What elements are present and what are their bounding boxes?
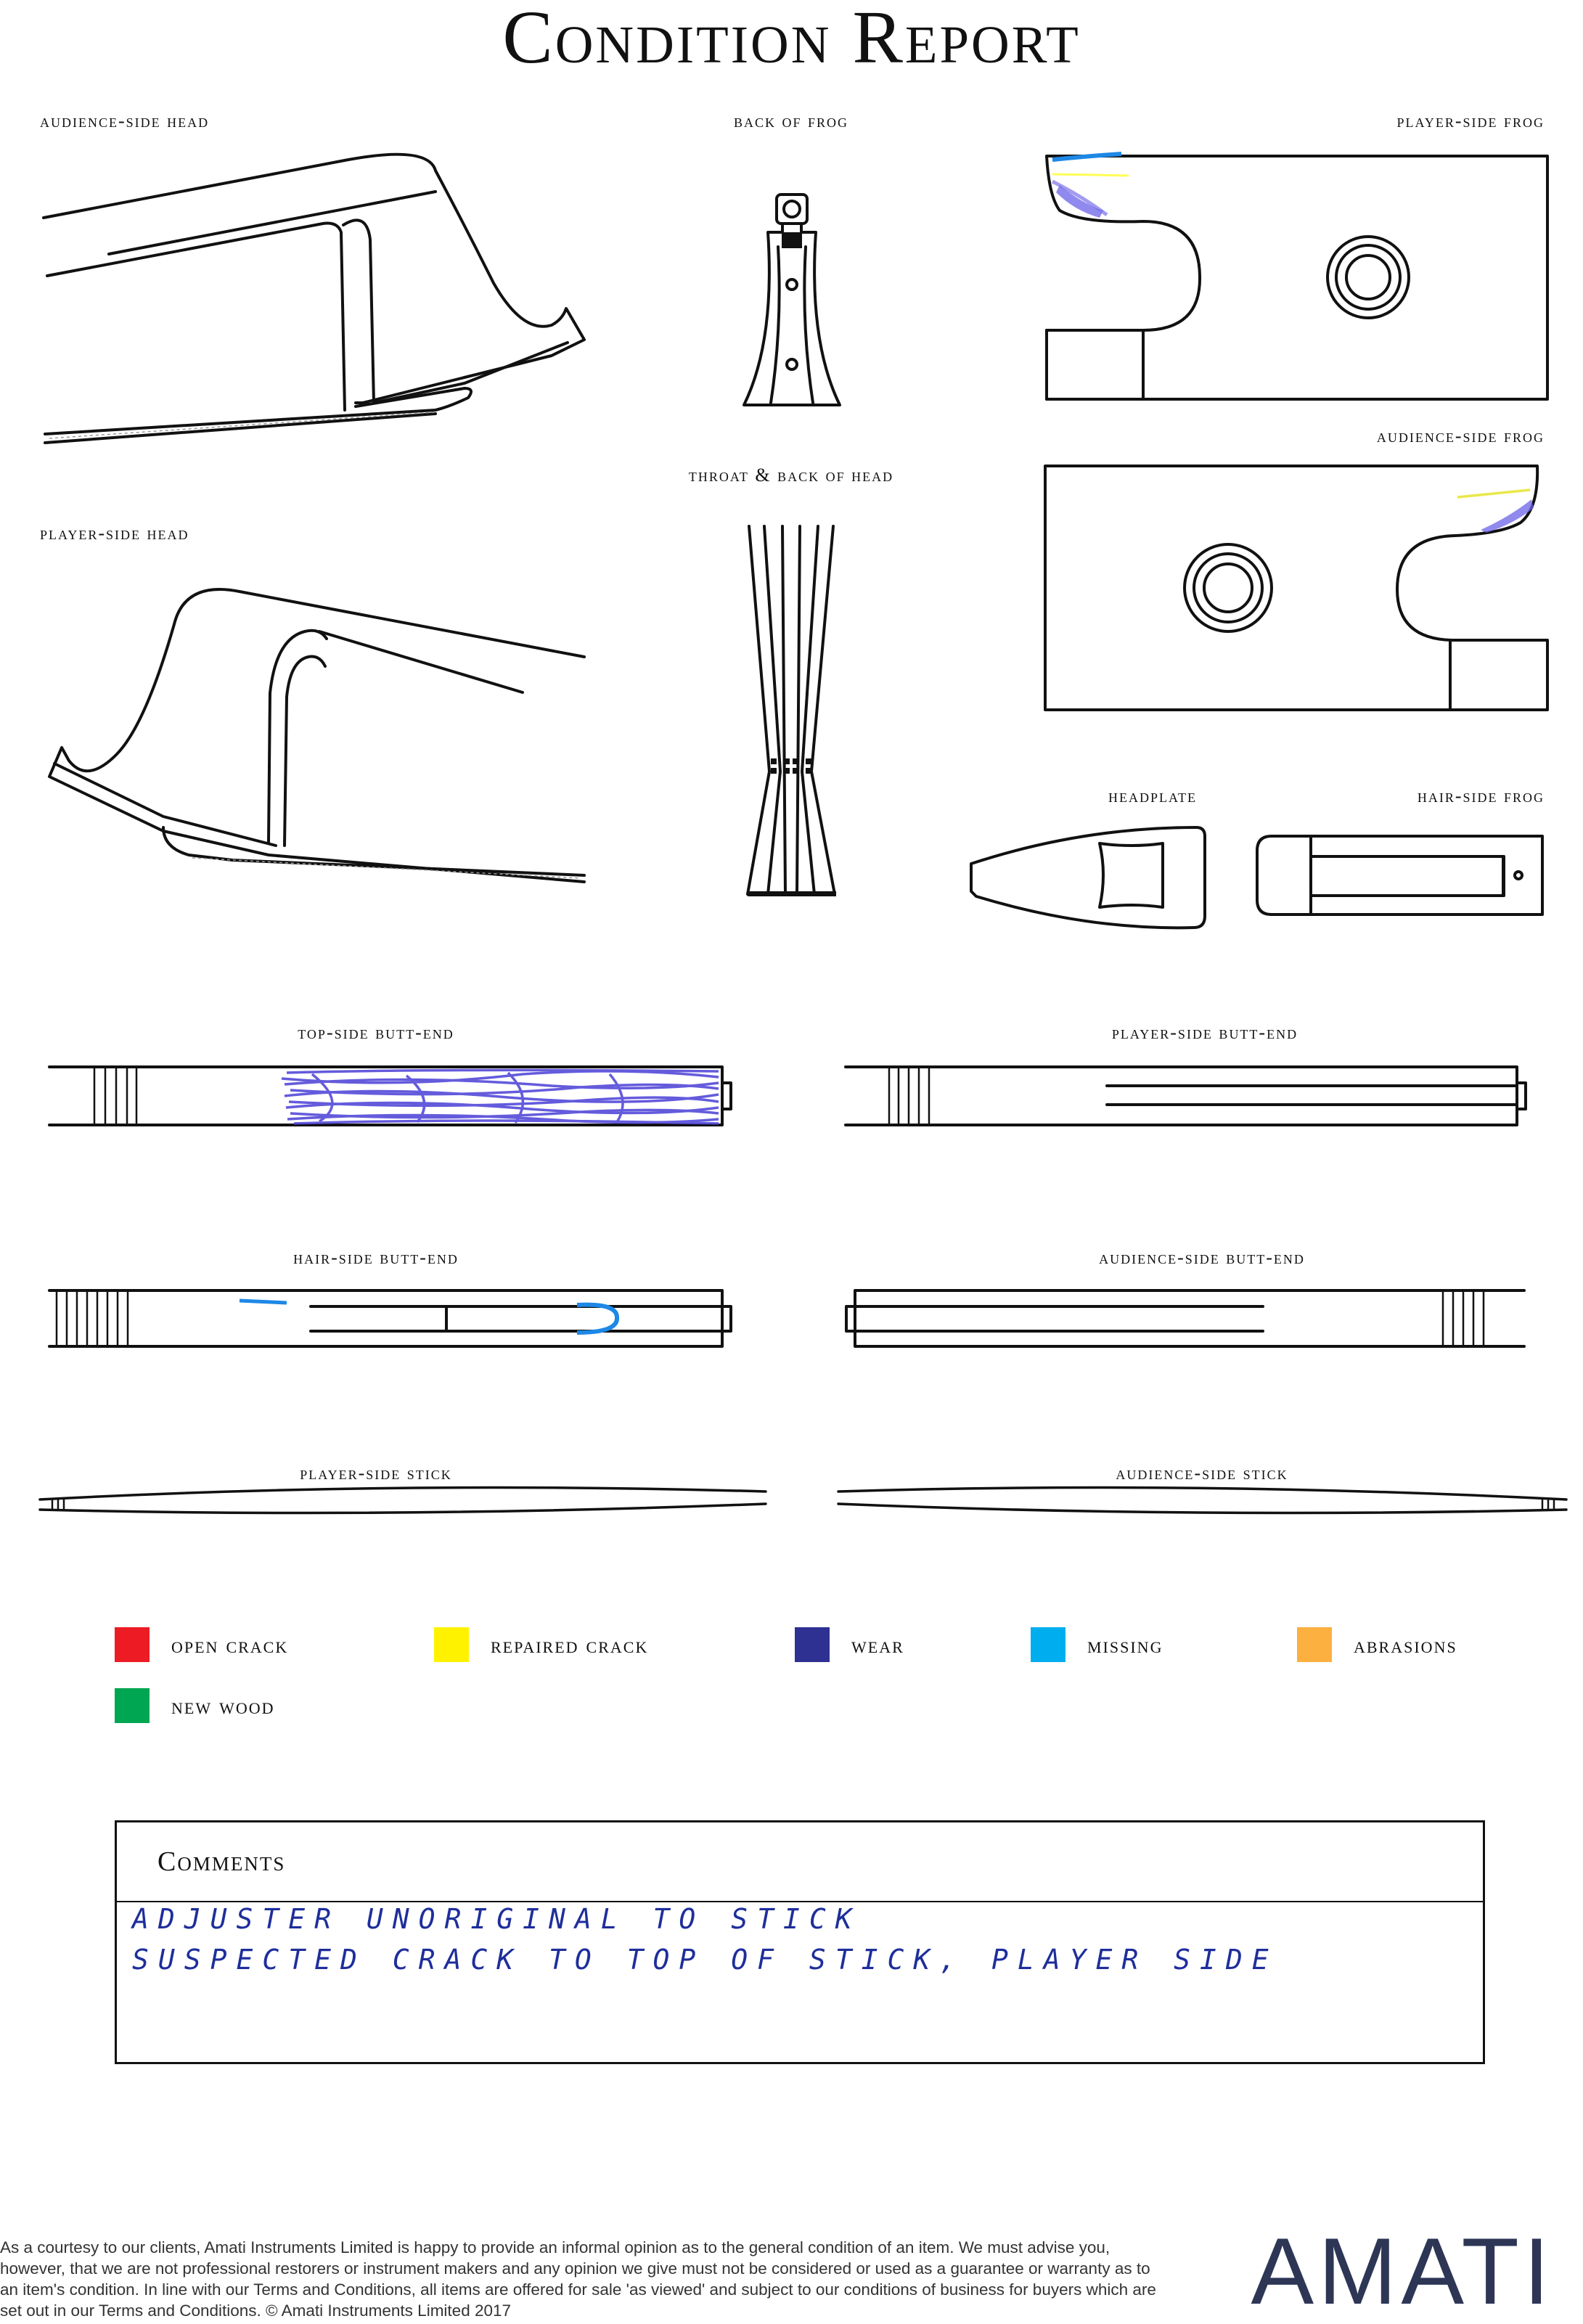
label-player-side-head: player-side head [40,523,189,544]
legend-wear [795,1627,904,1662]
comment-line-1: ADJUSTER UNORIGINAL TO STICK [132,1903,862,1935]
label-audience-side-butt-end: audience-side butt-end [1099,1247,1305,1268]
legend-open-crack [115,1627,288,1662]
label-audience-side-frog: audience-side frog [1376,425,1545,446]
label-audience-side-head: audience-side head [40,110,210,131]
legend-swatch-abrasions [1297,1627,1332,1662]
legend-repaired-crack [434,1627,648,1662]
label-throat-back-of-head: throat & back of head [688,465,894,486]
legend-label: missing [1087,1631,1163,1658]
comment-line-2: SUSPECTED CRACK TO TOP OF STICK, PLAYER SIDE [132,1944,1278,1976]
label-headplate: headplate [1108,785,1197,806]
legend-label: open crack [171,1631,289,1658]
legend-missing [1031,1627,1163,1662]
label-player-side-stick: player-side stick [300,1462,452,1484]
disclaimer-text: As a courtesy to our clients, Amati Instruments Limited is happy to provide an informal opinion as to the general condition of an item. We must advise you, however, that we are not professional restorers or instrument makers and any opinion we give must not be considered or used as a guarantee or warranty as to an item's condition. In line with our Terms and Conditions, all items are offered for sale 'as viewed' and subject to our conditions of business for buyers which are set out in our Terms and Conditions. © Amati Instruments Limited 2017 [0,2238,1156,2320]
legend-label: repaired crack [491,1631,649,1658]
label-hair-side-frog: hair-side frog [1417,785,1545,806]
legend-label: abrasions [1354,1631,1457,1658]
legend-label: wear [851,1631,904,1658]
legend-swatch-new-wood [115,1688,150,1723]
label-player-side-butt-end: player-side butt-end [1111,1022,1298,1043]
label-hair-side-butt-end: hair-side butt-end [293,1247,459,1268]
legend-swatch-open-crack [115,1627,150,1662]
legend-swatch-missing [1031,1627,1065,1662]
label-top-side-butt-end: top-side butt-end [298,1022,454,1043]
legend-new-wood [115,1688,275,1723]
amati-logo: AMATI [1251,2218,1554,2324]
legend-swatch-repaired-crack [434,1627,469,1662]
label-player-side-frog: player-side frog [1396,110,1545,131]
label-back-of-frog: back of frog [733,110,849,131]
comments-heading: Comments [117,1822,1483,1902]
label-audience-side-stick: audience-side stick [1116,1462,1288,1484]
legend-label: new wood [171,1692,275,1719]
comments-box [115,1820,1485,2064]
page-title: Condition Report [502,0,1081,79]
legend-abrasions [1297,1627,1457,1662]
legend-swatch-wear [795,1627,830,1662]
